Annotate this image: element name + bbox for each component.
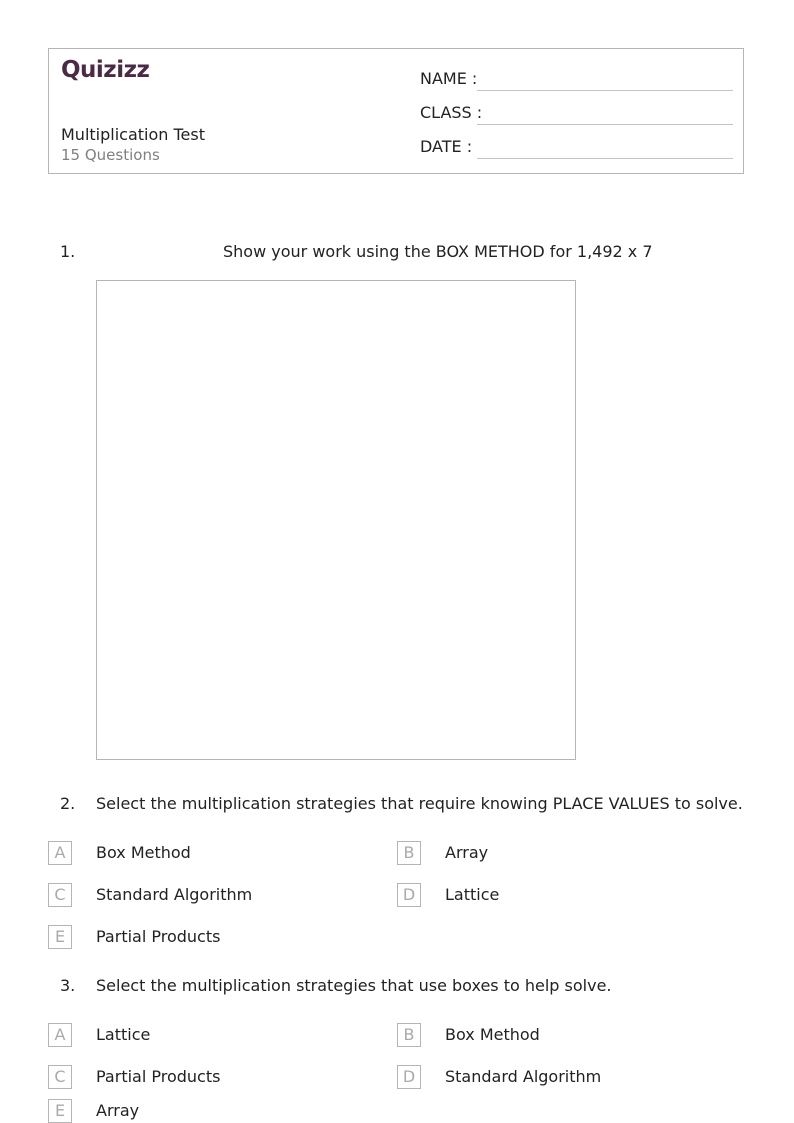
q2-option-e-text[interactable]: Partial Products	[96, 927, 221, 946]
date-label: DATE :	[420, 137, 473, 156]
quizizz-logo: Quizizz	[61, 57, 150, 83]
q2-option-e-box[interactable]: E	[48, 925, 72, 949]
class-line[interactable]	[477, 124, 733, 125]
q2-option-a-box[interactable]: A	[48, 841, 72, 865]
q2-option-b-box[interactable]: B	[397, 841, 421, 865]
class-label: CLASS :	[420, 103, 483, 122]
q3-option-e-text[interactable]: Array	[96, 1101, 140, 1120]
date-line[interactable]	[477, 158, 733, 159]
question-3-number: 3.	[60, 976, 76, 995]
question-1-number: 1.	[60, 242, 76, 261]
question-count: 15 Questions	[61, 146, 160, 164]
q2-option-c-box[interactable]: C	[48, 883, 72, 907]
question-3-text: Select the multiplication strategies that use boxes to help solve.	[96, 976, 612, 995]
worksheet-header	[48, 48, 744, 174]
name-line[interactable]	[477, 90, 733, 91]
question-1-text: Show your work using the BOX METHOD for 1,492 x 7	[223, 242, 653, 261]
worksheet-title: Multiplication Test	[61, 125, 205, 144]
date-field[interactable]	[420, 133, 733, 159]
q3-option-d-box[interactable]: D	[397, 1065, 421, 1089]
q3-option-d-text[interactable]: Standard Algorithm	[445, 1067, 602, 1086]
q3-option-c-box[interactable]: C	[48, 1065, 72, 1089]
q2-option-c-text[interactable]: Standard Algorithm	[96, 885, 253, 904]
q2-option-a-text[interactable]: Box Method	[96, 843, 191, 862]
q2-option-b-text[interactable]: Array	[445, 843, 489, 862]
q3-option-a-text[interactable]: Lattice	[96, 1025, 151, 1044]
q3-option-b-text[interactable]: Box Method	[445, 1025, 540, 1044]
class-field[interactable]	[420, 99, 733, 125]
q3-option-c-text[interactable]: Partial Products	[96, 1067, 221, 1086]
question-2-number: 2.	[60, 794, 76, 813]
name-label: NAME :	[420, 69, 478, 88]
work-area-box[interactable]	[96, 280, 576, 760]
q2-option-d-box[interactable]: D	[397, 883, 421, 907]
q3-option-a-box[interactable]: A	[48, 1023, 72, 1047]
question-2-text: Select the multiplication strategies that require knowing PLACE VALUES to solve.	[96, 794, 743, 813]
q2-option-d-text[interactable]: Lattice	[445, 885, 500, 904]
name-field[interactable]	[420, 65, 733, 91]
q3-option-b-box[interactable]: B	[397, 1023, 421, 1047]
q3-option-e-box[interactable]: E	[48, 1099, 72, 1123]
